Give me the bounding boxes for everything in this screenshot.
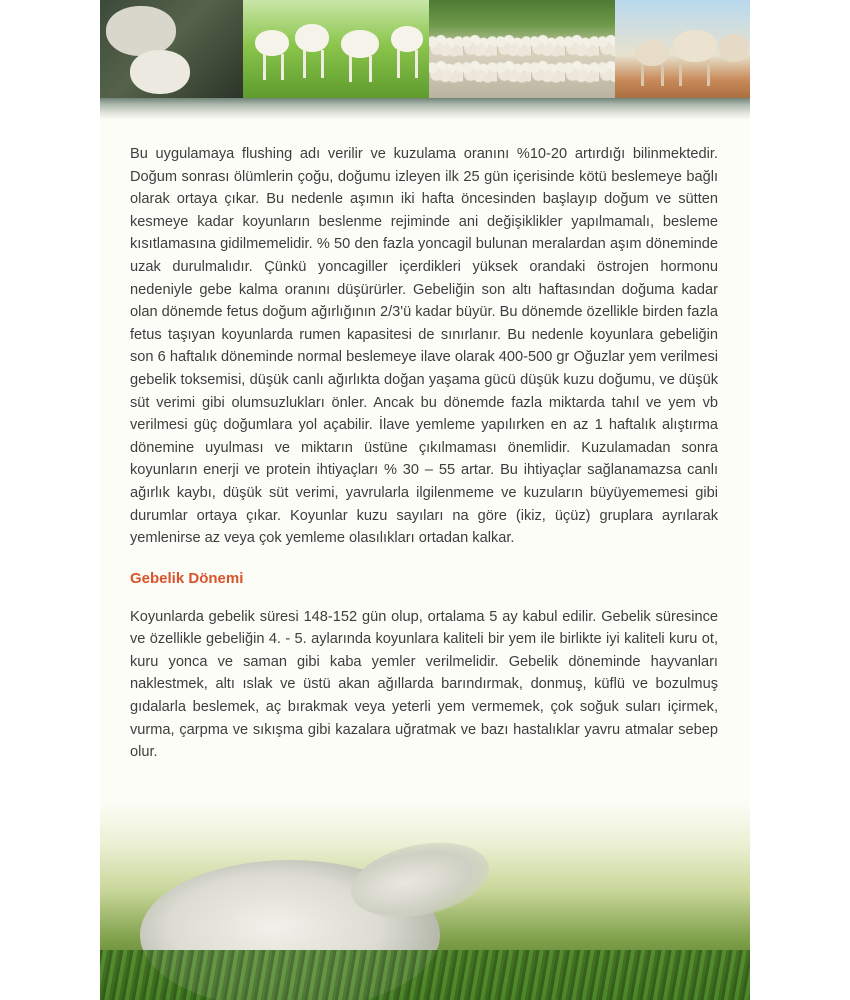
lamb-photo bbox=[100, 800, 750, 1000]
document-page bbox=[100, 0, 750, 1000]
section-heading: Gebelik Dönemi bbox=[130, 569, 244, 587]
paragraph-2: Koyunlarda gebelik süresi 148-152 gün olup, ortalama 5 ay kabul edilir. Gebelik süresince ve özellikle gebeliğin 4. - 5. aylarında koyunlara kaliteli bir yem ile birlikte iyi kaliteli kuru ot, kuru yonca ve saman gibi kaba yemler verilmelidir. Gebelik döneminde hayvanları naklestmek, altı ıslak ve üstü akan ağıllarda barındırmak, donmuş, küflü ve bozulmuş gıdalarla beslemek, aç bırakmak veya yeterli yem vermemek, çok soğuk suları içirmek, vurma, çarpma ve sıkışma gibi kazalara uğratmak ve bazı hastalıklar yavru atmalar sebep olur. bbox=[130, 608, 718, 761]
sheep-closeup-photo bbox=[100, 0, 243, 100]
photo-banner bbox=[100, 0, 750, 100]
paragraph-1: Bu uygulamaya flushing adı verilir ve kuzulama oranını %10-20 artırdığı bilinmektedir. Doğum sonrası ölümlerin çoğu, doğumu izleyen ilk 25 gün içerisinde kötü beslemeye bağlı olarak ortaya çıkar. Bu nedenle aşımın iki hafta öncesinden başlayıp doğum ve sütten kesmeye kadar koyunların beslenme rejiminde ani değişiklikler yapılmamalı, besleme kısıtlamasına gidilmemelidir. % 50 den fazla yoncagil bulunan meralardan aşım döneminde uzak durulmalıdır. Çünkü yoncagiller içerdikleri yüksek orandaki östrojen hormonu nedeniyle gebe kalma oranını düşürürler. Gebeliğin son altı haftasından doğuma kadar olan dönemde fetus doğum ağırlığının 2/3'ü kadar büyür. Bu dönemde özellikle birden fazla fetus taşıyan koyunlarda rumen kapasitesi de sınırlanır. Bu nedenle koyunlara gebeliğin son 6 haftalık döneminde normal beslemeye ilave olarak 400-500 gr Oğuzlar yem verilmesi gebelik toksemisi, düşük canlı ağırlıkta doğan yaşama gücü düşük kuzu doğumu, ve düşük süt verimi gibi olumsuzlukları önler. Ancak bu dönemde fazla miktarda tahıl ve yem vb verilmesi güç doğumlara yol açabilir. İlave yemleme yapılırken en az 1 haftalık alıştırma dönemine uyulması ve miktarın üstüne çıkılmaması önemlidir. Kuzulamadan sonra koyunların enerji ve protein ihtiyaçları % 30 – 55 artar. Bu ihtiyaçlar sağlanamazsa canlı ağırlık kaybı, düşük süt verimi, yavrularla ilgilenmeme ve kuzuların büyüyememesi gibi durumlar ortaya çıkar. Koyunlar kuzu sayıları na göre (ikiz, üçüz) gruplara ayrılarak yemlenirse az veya çok yemleme olasılıkları ortadan kalkar. bbox=[130, 146, 718, 547]
grass-shape bbox=[100, 950, 750, 1000]
lambs-on-grass-photo bbox=[243, 0, 429, 100]
sheep-on-field-photo bbox=[615, 0, 750, 100]
article-body bbox=[130, 143, 718, 764]
flock-in-pasture-photo bbox=[429, 0, 615, 100]
banner-fade bbox=[100, 98, 750, 120]
